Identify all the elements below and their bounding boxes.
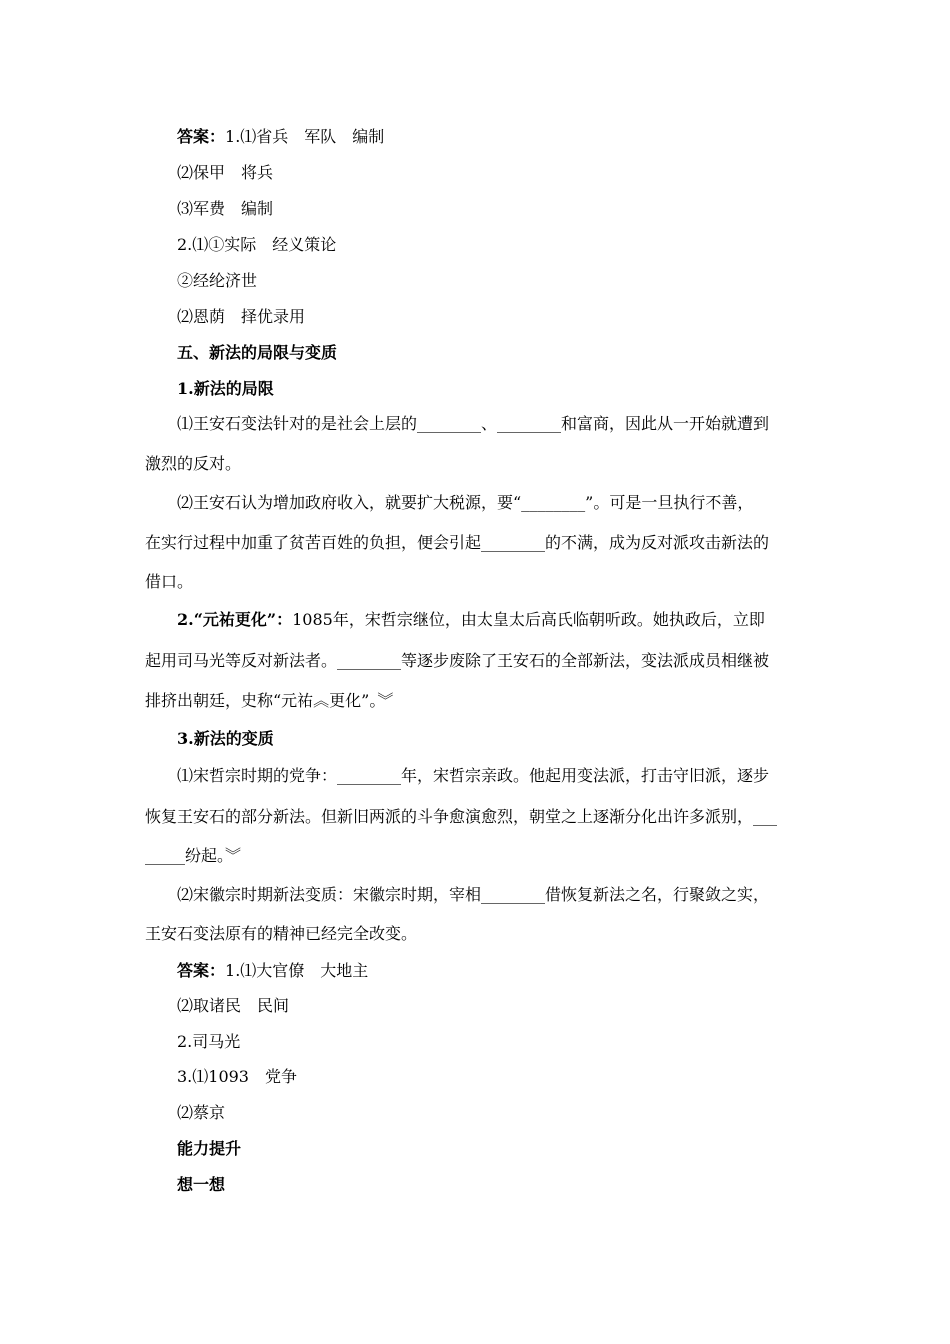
paragraph-line: ⑵宋徽宗时期新法变质：宋徽宗时期，宰相________借恢复新法之名，行聚敛之实， bbox=[177, 885, 770, 904]
answer-line bbox=[177, 960, 368, 982]
answer-label: 答案： bbox=[177, 961, 226, 980]
answer-line: ⑵取诸民 民间 bbox=[177, 996, 290, 1015]
paragraph-line: 起用司马光等反对新法者。________等逐步废除了王安石的全部新法，变法派成员相继被 bbox=[145, 651, 770, 670]
answer-line bbox=[177, 126, 384, 148]
section-heading: 能力提升 bbox=[177, 1139, 242, 1158]
answer-line: ⑵蔡京 bbox=[177, 1103, 226, 1122]
paragraph-line: ⑴宋哲宗时期的党争：________年，宋哲宗亲政。他起用变法派，打击守旧派，逐步 bbox=[177, 766, 770, 785]
subsection-title: 3.新法的变质 bbox=[177, 729, 274, 748]
answer-label: 答案： bbox=[177, 127, 226, 146]
paragraph-line: 王安石变法原有的精神已经完全改变。 bbox=[145, 924, 418, 943]
paragraph-text: 1085年，宋哲宗继位，由太皇太后高氏临朝听政。她执政后，立即 bbox=[292, 610, 765, 629]
paragraph-line: 激烈的反对。 bbox=[145, 454, 242, 473]
subsection-title: 2.“元祐更化”： bbox=[177, 610, 293, 629]
answer-line: ⑵恩荫 择优录用 bbox=[177, 307, 306, 326]
section-heading: 五、新法的局限与变质 bbox=[177, 343, 338, 362]
paragraph-line: _____纷起。︾ bbox=[145, 846, 242, 865]
answer-line: ⑵保甲 将兵 bbox=[177, 163, 274, 182]
answer-line: 2.⑴①实际 经义策论 bbox=[177, 235, 337, 254]
section-heading: 想一想 bbox=[177, 1175, 226, 1194]
paragraph-line: 在实行过程中加重了贫苦百姓的负担，便会引起________的不满，成为反对派攻击新法的 bbox=[145, 533, 770, 552]
answer-line: ⑶军费 编制 bbox=[177, 199, 274, 218]
answer-line: 2.司马光 bbox=[177, 1032, 241, 1051]
subsection-title: 1.新法的局限 bbox=[177, 379, 274, 398]
paragraph-line: 排挤出朝廷，史称“元祐︽更化”。︾ bbox=[145, 691, 394, 710]
paragraph-line bbox=[177, 609, 765, 631]
paragraph-line: ⑴王安石变法针对的是社会上层的________、________和富商，因此从一开始就遭到 bbox=[177, 414, 770, 433]
paragraph-line: ⑵王安石认为增加政府收入，就要扩大税源，要“________”。可是一旦执行不善， bbox=[177, 493, 754, 512]
answer-text: 1.⑴大官僚 大地主 bbox=[225, 961, 369, 980]
answer-text: 1.⑴省兵 军队 编制 bbox=[225, 127, 385, 146]
paragraph-line: 恢复王安石的部分新法。但新旧两派的斗争愈演愈烈，朝堂之上逐渐分化出许多派别，___ bbox=[145, 807, 778, 826]
paragraph-line: 借口。 bbox=[145, 572, 194, 591]
answer-line: ②经纶济世 bbox=[177, 271, 258, 290]
answer-line: 3.⑴1093 党争 bbox=[177, 1067, 297, 1086]
